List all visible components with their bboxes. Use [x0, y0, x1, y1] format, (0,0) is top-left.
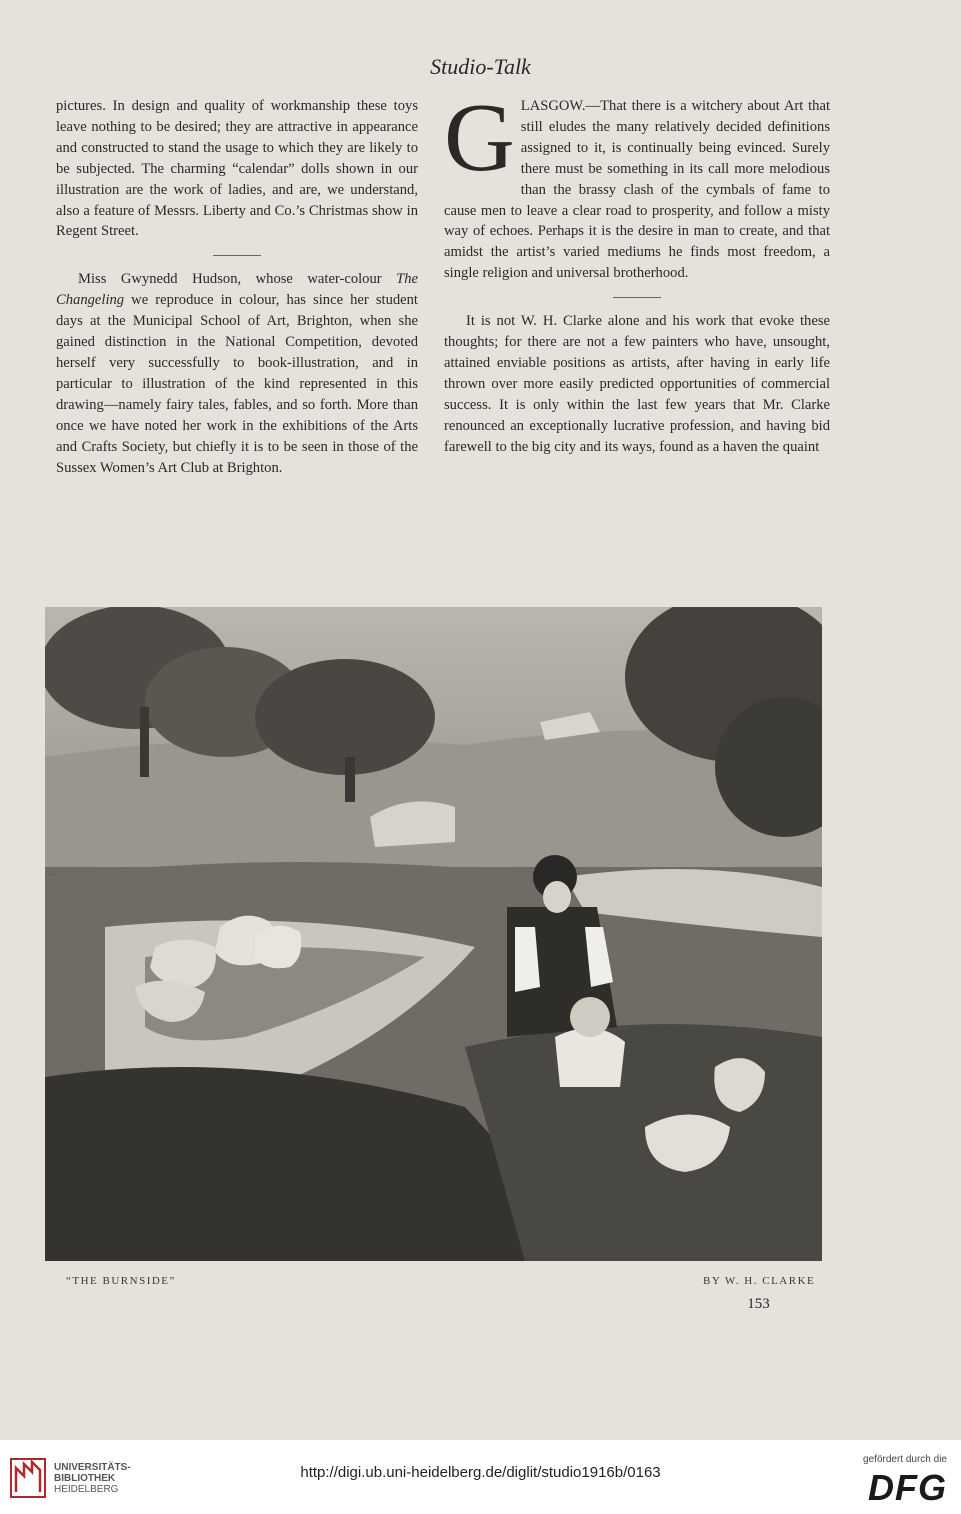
left-paragraph-2-end: we reproduce in colour, has since her student days at the Municipal School of Art, Brighton, when she gained distinction in the National Competition, devoted herself very successfully to book-illustration, and in particular to illustration of the kind represented in this drawing—namely fairy tales, fables, and so forth. More than once we have noted her work in the exhibitions of the Arts and Crafts Society, but chiefly it is to be seen in those of the Sussex Women’s Art Club at Brighton. [56, 292, 418, 476]
plate-caption-title: “THE BURNSIDE” [66, 1275, 176, 1287]
right-paragraph-2: It is not W. H. Clarke alone and his work that evoke these thoughts; for there are not a few painters who have, unsought, attained enviable positions as artists, after having in early life thrown over more easily predicted opportunities of commercial success. It is only within the last few years that Mr. Clarke renounced an exceptionally lucrative profession, and having bid farewell to the big city and its ways, found as a haven the quaint [444, 313, 830, 455]
library-name-line-3: HEIDELBERG [54, 1484, 119, 1495]
source-url-link[interactable]: http://digi.ub.uni-heidelberg.de/diglit/studio1916b/0163 [300, 1464, 661, 1481]
left-paragraph-1: pictures. In design and quality of workmanship these toys leave nothing to be desired; they are attractive in appearance and constructed to stand the usage to which they are likely to be subjected. The charming “calendar” dolls shown in our illustration are the work of ladies, and are, we understand, also a feature of Messrs. Liberty and Co.’s Christmas show in Regent Street. [56, 98, 418, 240]
artwork-title: The Changeling [56, 271, 418, 309]
funded-by-label: gefördert durch die [863, 1454, 947, 1465]
library-name-line-2: BIBLIOTHEK [54, 1473, 116, 1484]
section-rule [213, 255, 261, 256]
left-paragraph-2-start: Miss Gwynedd Hudson, whose water-colour [78, 271, 397, 288]
running-title: Studio-Talk [430, 54, 531, 79]
painting-illustration [45, 607, 822, 1261]
left-column [56, 96, 418, 478]
section-rule [613, 297, 661, 298]
digitization-footer [0, 1440, 961, 1514]
right-column [444, 84, 830, 458]
left-paragraph-2 [56, 269, 418, 478]
painting-plate [45, 607, 822, 1261]
right-paragraph-1 [444, 84, 830, 284]
dfg-logo: DFG [868, 1467, 947, 1508]
library-name-line-1: UNIVERSITÄTS- [54, 1462, 131, 1473]
glasgow-heading: LASGOW. [520, 98, 586, 114]
plate-caption-credit: BY W. H. CLARKE [703, 1275, 816, 1287]
page-number: 153 [747, 1296, 770, 1312]
drop-cap: G [444, 84, 515, 192]
right-paragraph-1-text: —That there is a witchery about Art that still eludes the many relatively decided definitions assigned to it, is continually being evinced. Surely there must be something in its call more melodious than the brassy clash of the cymbals of fame to cause men to leave a clear road to prosperity, and follow a misty way of echoes. Perhaps it is the desire in man to create, and that amidst the artist’s varied mediums he finds most freedom, a single religion and universal brotherhood. [444, 98, 830, 282]
